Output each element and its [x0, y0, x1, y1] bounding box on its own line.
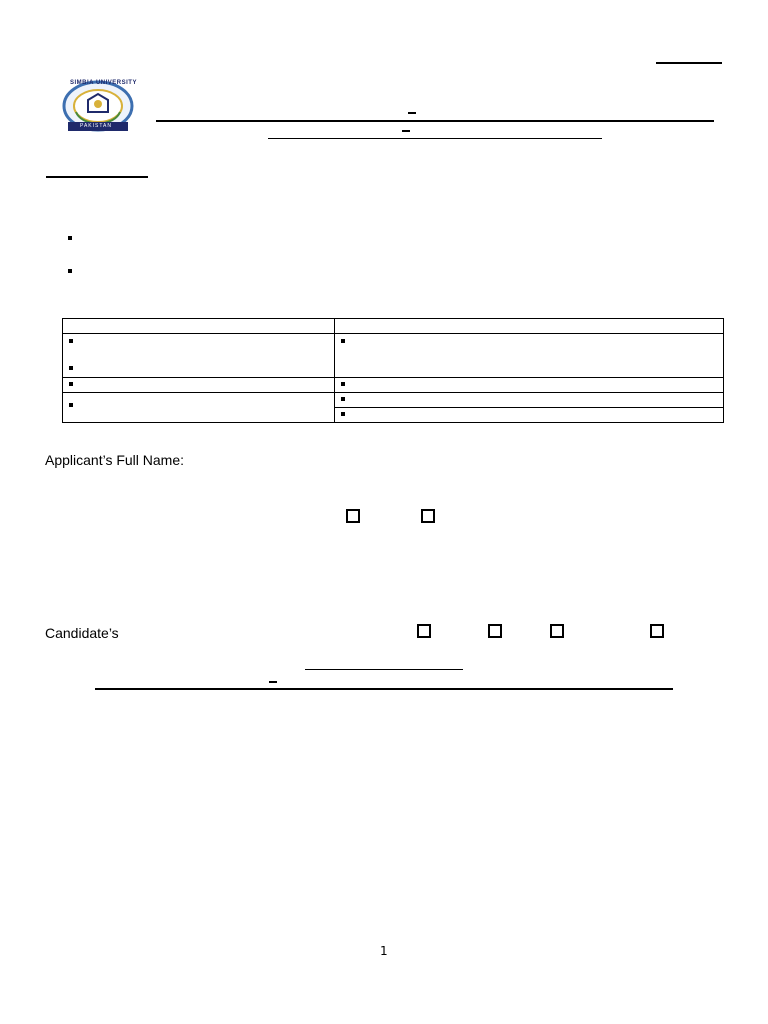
requirements-table — [62, 318, 724, 423]
signature-rule-short — [305, 669, 463, 670]
table-cell — [63, 393, 335, 423]
table-cell — [63, 378, 335, 393]
candidate-option-checkbox[interactable] — [488, 624, 502, 638]
cell-bullet — [69, 403, 73, 407]
table-cell — [335, 319, 724, 334]
cell-bullet — [341, 397, 345, 401]
applicant-full-name-label: Applicant’s Full Name: — [45, 452, 185, 468]
university-logo — [58, 78, 138, 134]
section-heading-rule — [46, 176, 148, 178]
list-bullet — [68, 269, 72, 273]
candidate-label: Candidate’s — [45, 625, 119, 641]
title-dash-2 — [402, 130, 410, 132]
table-cell — [63, 319, 335, 334]
option-checkbox[interactable] — [421, 509, 435, 523]
list-bullet — [68, 236, 72, 240]
logo-bottom-text: PAKISTAN — [80, 123, 112, 129]
table-cell — [335, 334, 724, 378]
cell-bullet — [341, 412, 345, 416]
title-rule-main — [156, 120, 714, 122]
candidate-option-checkbox[interactable] — [417, 624, 431, 638]
cell-bullet — [69, 382, 73, 386]
cell-bullet — [341, 382, 345, 386]
page-number: 1 — [380, 944, 388, 958]
logo-arc-text: SIMBIA UNIVERSITY — [70, 80, 137, 86]
option-checkbox[interactable] — [346, 509, 360, 523]
title-rule-sub — [268, 138, 602, 139]
cell-bullet — [341, 339, 345, 343]
signature-rule-long — [95, 688, 673, 690]
bottom-dash — [269, 681, 277, 683]
cell-bullet — [69, 366, 73, 370]
table-cell — [335, 378, 724, 393]
candidate-option-checkbox[interactable] — [550, 624, 564, 638]
title-dash-1 — [408, 112, 416, 114]
cell-bullet — [69, 339, 73, 343]
candidate-option-checkbox[interactable] — [650, 624, 664, 638]
table-cell — [335, 408, 724, 423]
table-cell — [63, 334, 335, 378]
table-cell — [335, 393, 724, 408]
header-right-rule — [656, 62, 722, 64]
